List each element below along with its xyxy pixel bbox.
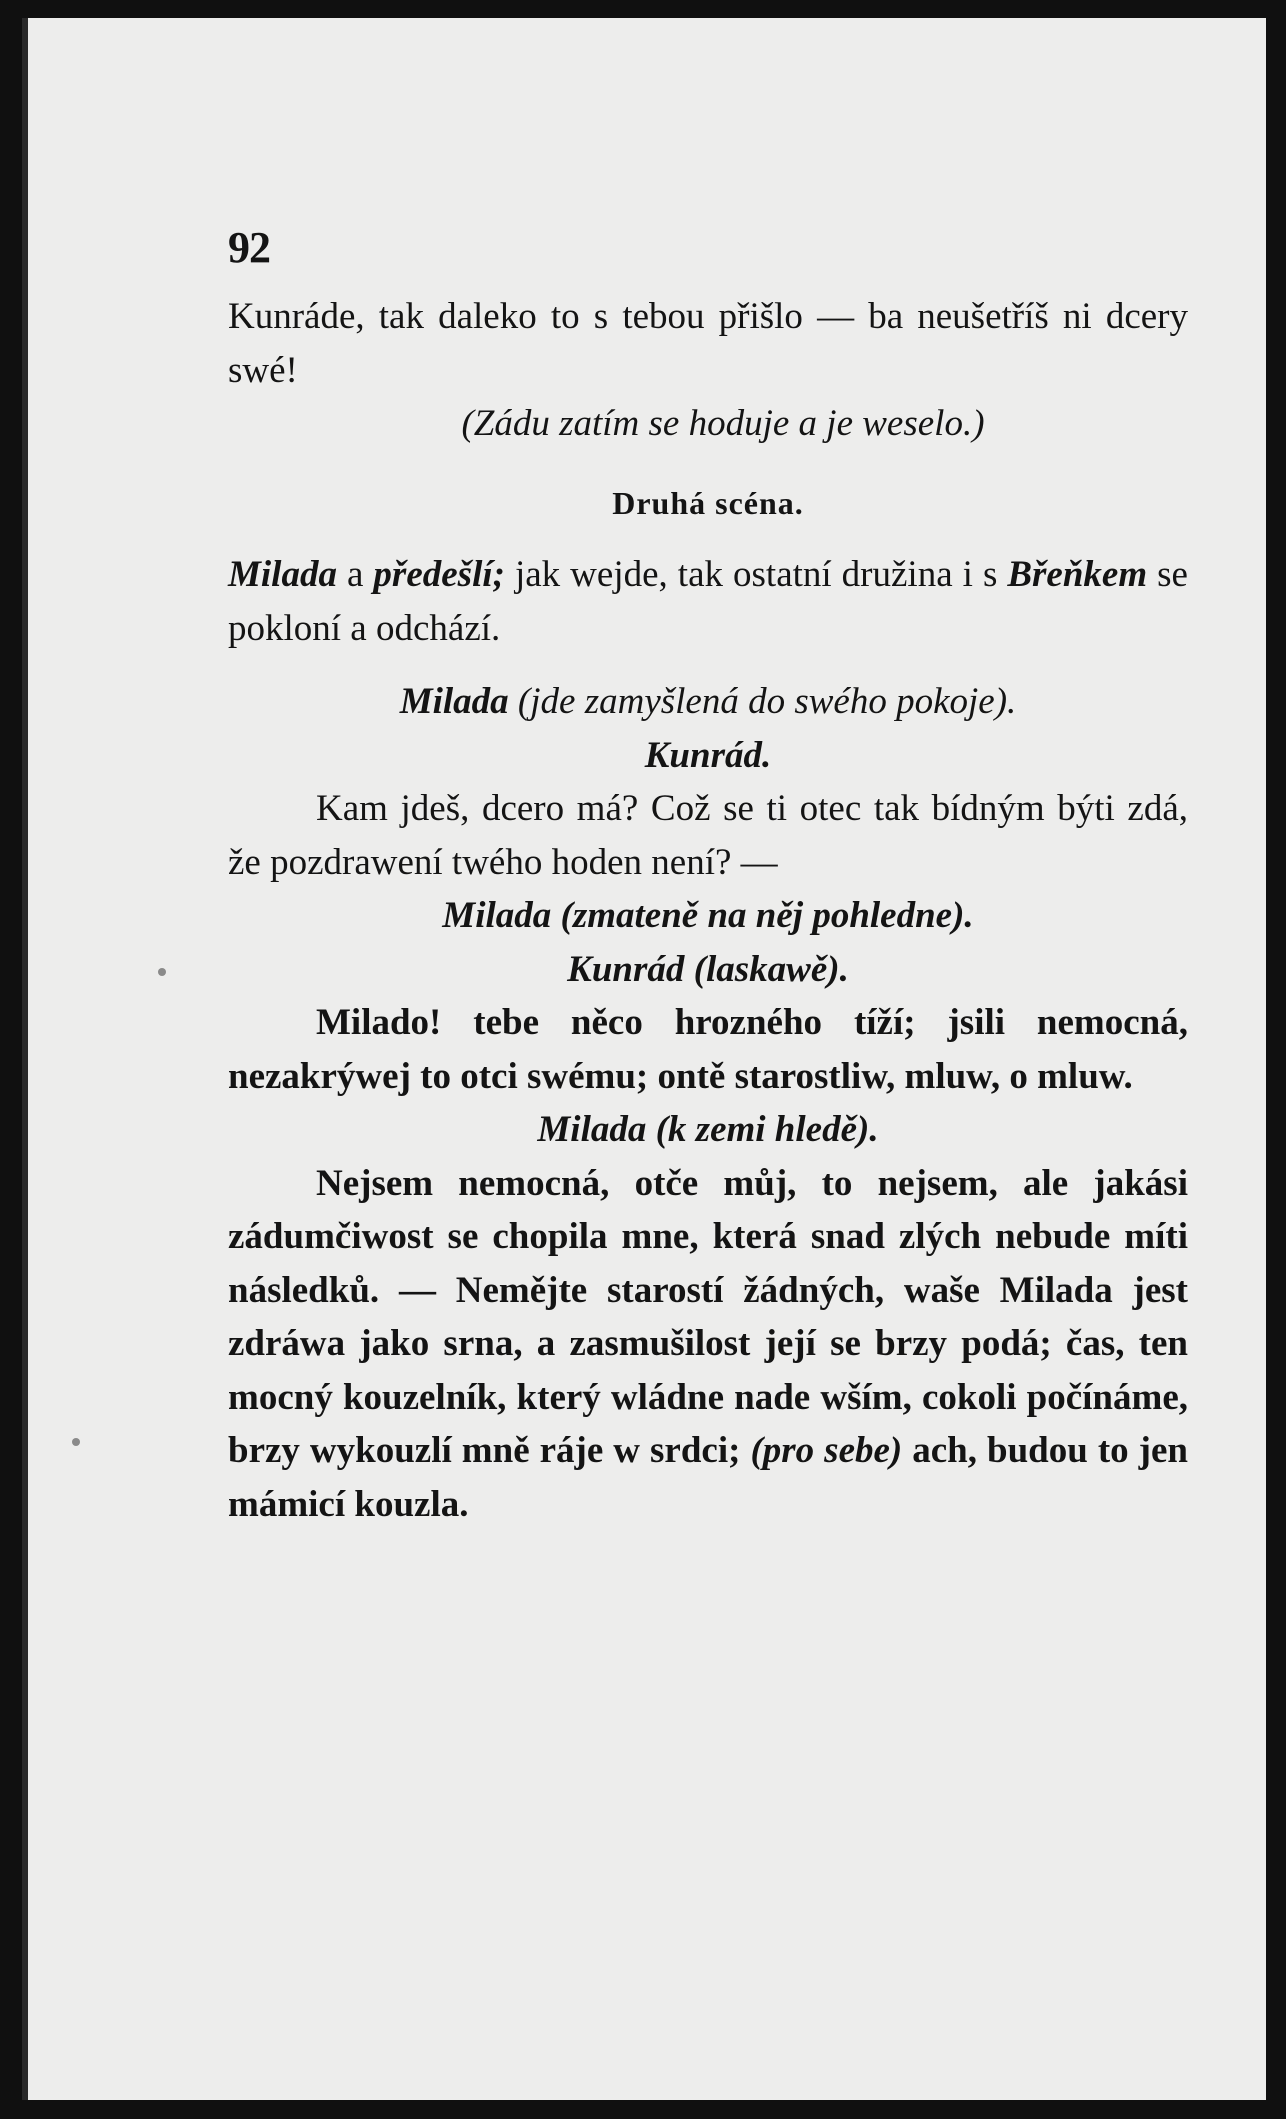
ink-speck	[158, 968, 166, 976]
scene-intro	[228, 548, 1188, 655]
speech: Kam jdeš, dcero má? Což se ti otec tak bídným býti zdá, že pozdrawení twého hoden není? —	[228, 788, 1188, 883]
page-text	[228, 218, 1188, 1531]
stage-direction: (laskawě).	[684, 948, 849, 990]
speech	[228, 1157, 1188, 1532]
character-name: Kunrád	[567, 948, 685, 990]
character-name: předešlí;	[373, 554, 505, 595]
stage-direction: (pro sebe)	[750, 1430, 903, 1471]
page-number: 92	[228, 223, 270, 272]
speaker-direction	[228, 889, 1188, 943]
character-name: Milada	[399, 681, 509, 722]
text-span: jak wejde, tak ostatní družina i s	[504, 554, 1008, 595]
text-span: se pokloní a odchází.	[228, 554, 1188, 649]
text-span: a	[336, 554, 374, 595]
character-name: Milada	[442, 895, 552, 936]
speaker-direction	[228, 675, 1188, 729]
ink-speck	[72, 1438, 80, 1446]
speaker-direction	[228, 943, 1188, 997]
speaker-direction	[228, 1103, 1188, 1157]
character-name: Milada	[228, 554, 337, 595]
text-span: ach, budou to jen mámicí kouzla.	[228, 1430, 1188, 1525]
text-span: Nejsem nemocná, otče můj, to nejsem, ale jakási zádumčiwost se chopila mne, která snad zlých nebude míti následků. — Nemějte starostí žádných, waše Milada jest zdráwa jako srna, a zasmušilost její se brzy podá; čas, ten mocný kouzelník, který wládne nade wším, cokoli počínáme, brzy wykouzlí mně ráje w srdci;	[228, 1162, 1188, 1471]
stage-direction: (zmateně na něj pohledne).	[551, 895, 974, 936]
character-name: Milada	[537, 1109, 647, 1150]
stage-direction: (Zádu zatím se hoduje a je weselo.)	[461, 403, 985, 444]
speaker-heading: Kunrád.	[644, 734, 772, 776]
speech: Milado! tebe něco hrozného tíží; jsili nemocná, nezakrýwej to otci swému; ontě starostliw, mluw, o mluw.	[228, 1002, 1188, 1097]
dialogue-line: Kunráde, tak daleko to s tebou přišlo — ba neušetříš ni dcery swé!	[228, 296, 1188, 391]
scene-heading: Druhá scéna.	[612, 484, 804, 521]
stage-direction: (jde zamyšlená do swého pokoje).	[508, 681, 1017, 722]
stage-direction: (k zemi hledě).	[646, 1109, 879, 1150]
character-name: Břeňkem	[1007, 554, 1148, 595]
